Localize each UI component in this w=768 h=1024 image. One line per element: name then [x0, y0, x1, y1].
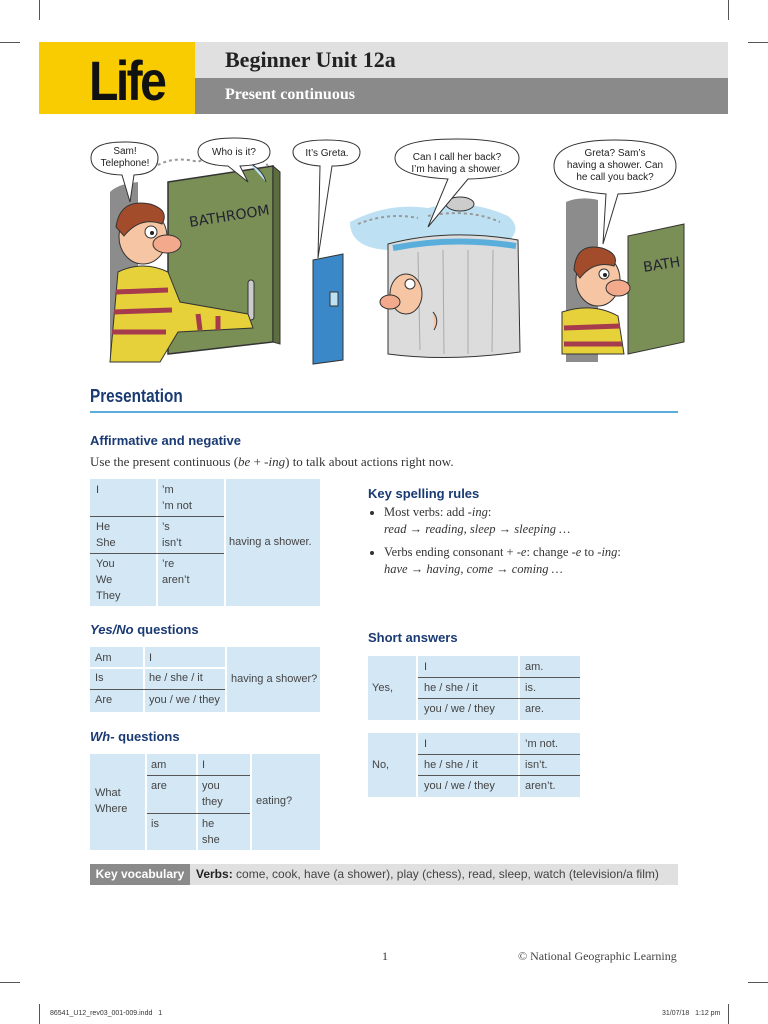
table-cell: having a shower. — [229, 536, 312, 548]
yesno-heading — [90, 622, 199, 637]
table-cell: you they — [202, 780, 223, 808]
crop-mark — [728, 0, 729, 20]
intro-italic: ing — [268, 454, 286, 469]
crop-mark — [748, 42, 768, 43]
speech-bubble-3: It’s Greta. — [305, 148, 349, 159]
unit-title-bar — [195, 42, 728, 78]
door-sign: BATHROOM — [188, 202, 271, 231]
table-cell: I — [96, 484, 100, 496]
crop-mark — [0, 42, 20, 43]
table-cell: eating? — [256, 795, 293, 807]
rule-example: read → reading, sleep → sleeping … — [384, 522, 571, 536]
table-cell: ’s isn’t — [162, 521, 182, 549]
rule-text: to - — [581, 545, 602, 559]
table-cell: I — [149, 652, 153, 664]
vocabulary-label: Verbs: — [196, 867, 233, 881]
rule-text: : change - — [526, 545, 576, 559]
heading-text: questions — [114, 729, 180, 744]
table-cell: you / we / they — [424, 703, 495, 715]
copyright: © National Geographic Learning — [518, 949, 677, 963]
table-cell: are — [151, 780, 167, 792]
table-cell: ’re aren’t — [162, 558, 190, 586]
table-cell: is. — [525, 682, 536, 694]
list-item — [384, 544, 688, 578]
table-cell: Is — [95, 672, 104, 684]
affirmative-table — [90, 479, 320, 606]
table-cell: I — [424, 738, 428, 750]
affirmative-heading: Affirmative and negative — [90, 433, 241, 448]
rule-text: Verbs ending consonant + - — [384, 545, 521, 559]
page-number: 1 — [382, 949, 388, 963]
table-cell: you / we / they — [149, 694, 220, 706]
list-item — [384, 504, 688, 538]
table-cell: What Where — [95, 787, 128, 815]
rule-example: have → having, come → coming … — [384, 562, 563, 576]
slug-date: 31/07/18 1:12 pm — [662, 1010, 721, 1017]
intro-text: Use the present continuous ( — [90, 454, 239, 469]
vocabulary-items: come, cook, have (a shower), play (chess), read, sleep, watch (television/a film) — [236, 867, 659, 881]
heading-italic: Yes/No — [90, 622, 134, 637]
intro-text: + - — [250, 454, 269, 469]
subtitle-bar — [195, 78, 728, 114]
crop-mark — [728, 1004, 729, 1024]
crop-mark — [39, 0, 40, 20]
table-cell: He She — [96, 521, 116, 549]
table-cell: I — [202, 759, 206, 771]
table-cell: Yes, — [372, 682, 394, 694]
yesno-table — [90, 647, 320, 712]
logo-text: Life — [89, 49, 165, 112]
rule-italic: e — [575, 545, 582, 559]
vocabulary-text — [196, 867, 659, 881]
table-cell: he she — [202, 818, 220, 846]
table-cell: Am — [95, 652, 112, 664]
table-cell: isn’t. — [525, 759, 548, 771]
table-cell: aren’t. — [525, 780, 556, 792]
table-cell: Are — [95, 694, 113, 706]
intro-italic: be — [238, 454, 251, 469]
key-vocabulary-bar — [90, 864, 678, 885]
rule-italic: e — [520, 545, 527, 559]
short-answers-heading: Short answers — [368, 630, 458, 645]
speech-bubble-4: Can I call her back? I’m having a shower. — [411, 152, 503, 175]
table-cell: I — [424, 661, 428, 673]
table-cell: is — [151, 818, 159, 830]
table-cell: am — [151, 759, 167, 771]
table-cell: he / she / it — [424, 759, 478, 771]
table-cell: are. — [525, 703, 544, 715]
heading-italic: Wh- — [90, 729, 115, 744]
intro-text: ) to talk about actions right now. — [285, 454, 454, 469]
crop-mark — [0, 982, 20, 983]
rule-text: : — [487, 505, 492, 519]
rule-italic: ing — [601, 545, 618, 559]
table-cell: You We They — [96, 558, 121, 602]
door-sign-partial: BATH — [642, 254, 682, 276]
life-logo — [39, 42, 195, 114]
vocabulary-tag: Key vocabulary — [90, 864, 190, 885]
cartoon-illustration — [88, 132, 688, 372]
table-cell: No, — [372, 759, 390, 771]
wh-table — [90, 754, 320, 850]
rule-italic: ing — [471, 505, 488, 519]
table-cell: ’m not. — [525, 738, 559, 750]
crop-mark — [748, 982, 768, 983]
short-answers-yes-table — [368, 656, 580, 720]
table-cell: you / we / they — [424, 780, 495, 792]
table-cell: he / she / it — [149, 672, 203, 684]
short-answers-no-table — [368, 733, 580, 797]
unit-title: Beginner Unit 12a — [225, 47, 396, 72]
table-cell: he / she / it — [424, 682, 478, 694]
intro-sentence — [90, 454, 454, 470]
rule-text: Most verbs: add - — [384, 505, 472, 519]
speech-bubble-1: Sam! Telephone! — [100, 146, 150, 169]
section-rule — [90, 411, 678, 413]
spelling-heading: Key spelling rules — [368, 486, 480, 501]
slug-filename: 86541_U12_rev03_001-009.indd 1 — [50, 1010, 163, 1017]
speech-bubble-2: Who is it? — [212, 147, 256, 158]
crop-mark — [39, 1004, 40, 1024]
table-cell: am. — [525, 661, 544, 673]
heading-text: questions — [133, 622, 199, 637]
unit-subtitle: Present continuous — [225, 86, 355, 103]
speech-bubble-5: Greta? Sam’s having a shower. Can he call you back? — [566, 148, 664, 183]
rule-text: : — [617, 545, 621, 559]
spelling-rules-list — [368, 504, 688, 584]
table-cell: having a shower? — [231, 673, 318, 685]
section-heading-presentation: Presentation — [90, 386, 183, 406]
table-cell: ’m ’m not — [162, 484, 192, 512]
wh-heading — [90, 729, 180, 744]
